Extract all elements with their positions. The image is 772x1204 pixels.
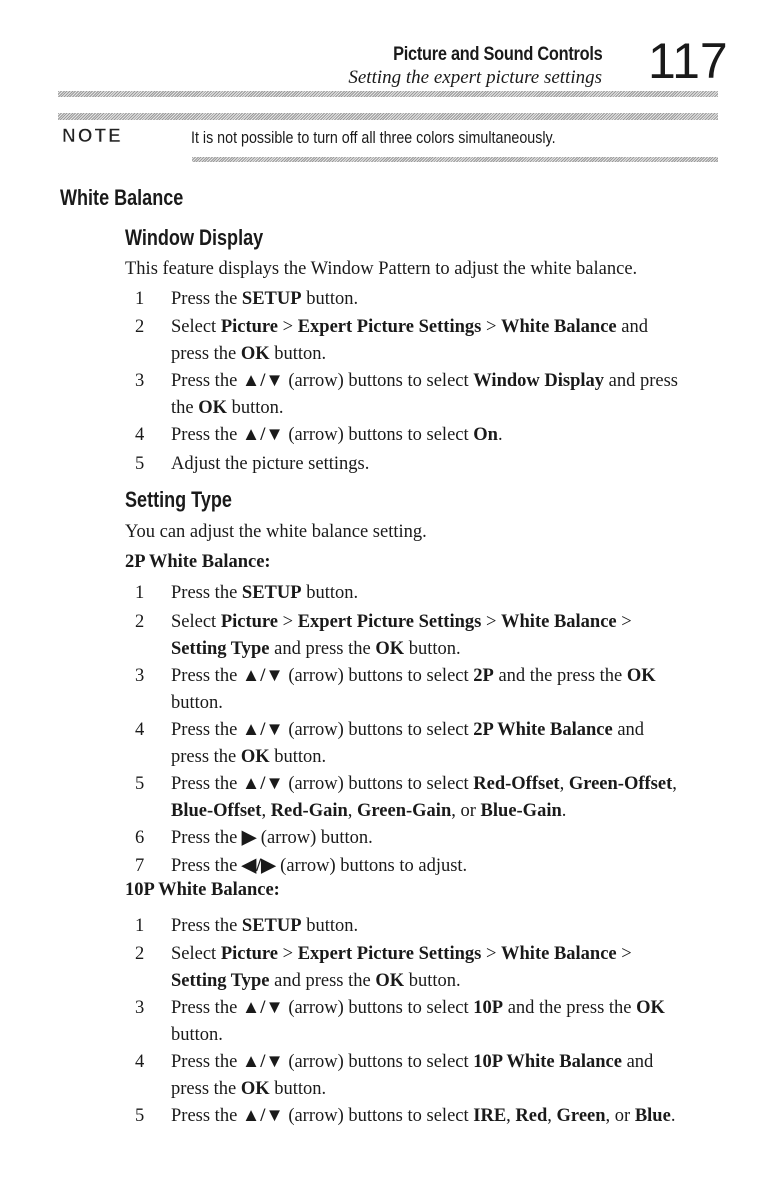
subheading-2p-white-balance: 2P White Balance: — [125, 552, 271, 572]
step-number: 2 — [135, 944, 145, 964]
step-number: 2 — [135, 317, 145, 337]
step-number: 7 — [135, 856, 145, 876]
step-number: 5 — [135, 1106, 145, 1126]
step-text: Press the ▲/▼ (arrow) buttons to select Window Display and press the OK button. — [171, 371, 678, 418]
step-number: 5 — [135, 774, 145, 794]
step-number: 5 — [135, 454, 145, 474]
step-text: Press the ▲/▼ (arrow) buttons to select Red-Offset, Green-Offset, Blue-Offset, Red-Gain, Green-Gain, or Blue-Gain. — [171, 774, 677, 821]
subheading-window-display: Window Display — [125, 225, 264, 250]
step-number: 4 — [135, 425, 145, 445]
step-number: 1 — [135, 583, 145, 603]
note-label: NOTE — [62, 126, 123, 147]
step-number: 3 — [135, 371, 145, 391]
step-text: Press the ▲/▼ (arrow) buttons to select 2P White Balance and press the OK button. — [171, 720, 645, 767]
step-text: Press the SETUP button. — [171, 289, 359, 309]
step-number: 4 — [135, 720, 145, 740]
step-text: Press the ▲/▼ (arrow) buttons to select On. — [171, 425, 503, 445]
step-text: Adjust the picture settings. — [171, 454, 370, 474]
step-number: 6 — [135, 828, 145, 848]
step-text: Press the ▲/▼ (arrow) buttons to select 10P and the press the OK button. — [171, 998, 665, 1045]
step-number: 3 — [135, 998, 145, 1018]
step-number: 1 — [135, 916, 145, 936]
step-number: 4 — [135, 1052, 145, 1072]
header-rule — [58, 91, 718, 97]
step-text: Press the ▲/▼ (arrow) buttons to select IRE, Red, Green, or Blue. — [171, 1106, 676, 1126]
window-display-intro: This feature displays the Window Pattern to adjust the white balance. — [125, 259, 638, 279]
step-text: Press the ▶ (arrow) button. — [171, 828, 373, 848]
step-text: Press the SETUP button. — [171, 916, 359, 936]
section-heading-white-balance: White Balance — [60, 185, 184, 210]
page-number: 117 — [648, 33, 728, 89]
step-text: Press the ▲/▼ (arrow) buttons to select 2P and the press the OK button. — [171, 666, 656, 713]
step-text: Select Picture > Expert Picture Settings > White Balance > Setting Type and press the OK button. — [171, 612, 632, 659]
subheading-10p-white-balance: 10P White Balance: — [125, 880, 280, 900]
step-text: Select Picture > Expert Picture Settings > White Balance and press the OK button. — [171, 317, 648, 364]
running-header-subsection: Setting the expert picture settings — [348, 67, 602, 88]
setting-type-intro: You can adjust the white balance setting. — [125, 522, 427, 542]
note-text: It is not possible to turn off all three colors simultaneously. — [191, 128, 556, 147]
note-top-rule — [58, 113, 718, 120]
running-header-section: Picture and Sound Controls — [392, 44, 602, 65]
step-number: 1 — [135, 289, 145, 309]
step-text: Select Picture > Expert Picture Settings > White Balance > Setting Type and press the OK button. — [171, 944, 632, 991]
step-text: Press the ▲/▼ (arrow) buttons to select 10P White Balance and press the OK button. — [171, 1052, 654, 1099]
subheading-setting-type: Setting Type — [125, 487, 232, 512]
step-text: Press the ◀/▶ (arrow) buttons to adjust. — [171, 856, 468, 876]
note-bottom-rule — [192, 157, 718, 162]
step-number: 2 — [135, 612, 145, 632]
step-number: 3 — [135, 666, 145, 686]
step-text: Press the SETUP button. — [171, 583, 359, 603]
